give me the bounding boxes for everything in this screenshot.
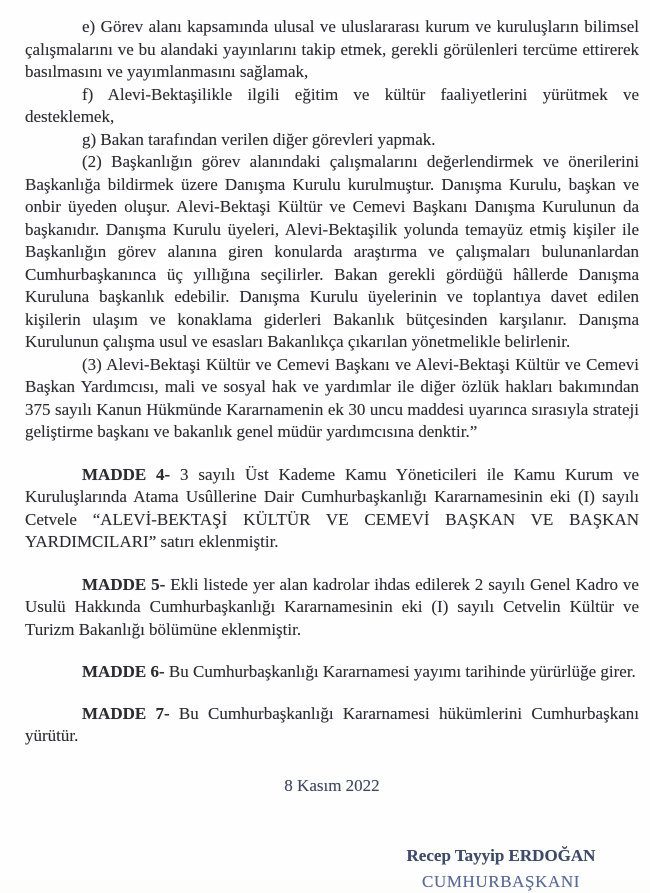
article-madde-4-body: 3 sayılı Üst Kademe Kamu Yöneticileri ile Kamu Kurum ve Kuruluşlarında Atama Usûllerine Dair Cumhurbaşkanlığı Kararnamesinin eki (I) sayılı Cetvele “ALEVİ-BEKTAŞİ KÜLTÜR VE CEMEVİ BAŞKAN VE BAŞKAN YARDIMCILARI” satırı eklenmiştir.: [25, 465, 639, 552]
article-madde-5: [25, 574, 639, 642]
article-madde-6-body: Bu Cumhurbaşkanlığı Kararnamesi yayımı tarihinde yürürlüğe girer.: [165, 662, 636, 681]
paragraph-item-e: e) Görev alanı kapsamında ulusal ve uluslararası kurum ve kuruluşların bilimsel çalışmalarını ve bu alandaki yayınlarını takip etmek, gerekli görülenleri tercüme ettirerek basılmasını ve yayımlanmasını sağlamak,: [25, 16, 639, 84]
signature-title: CUMHURBAŞKANI: [381, 871, 621, 893]
paragraph-item-f: f) Alevi-Bektaşilikle ilgili eğitim ve kültür faaliyetlerini yürütmek ve desteklemek,: [25, 84, 639, 129]
article-madde-5-label: MADDE 5-: [82, 575, 165, 594]
article-madde-7-label: MADDE 7-: [82, 704, 170, 723]
document-body: [25, 16, 639, 893]
article-madde-4: [25, 464, 639, 554]
article-madde-7-body: Bu Cumhurbaşkanlığı Kararnamesi hükümlerini Cumhurbaşkanı yürütür.: [25, 704, 639, 746]
article-madde-5-body: Ekli listede yer alan kadrolar ihdas edilerek 2 sayılı Genel Kadro ve Usulü Hakkında Cumhurbaşkanlığı Kararnamesinin eki (I) sayılı Cetvelin Kültür ve Turizm Bakanlığı bölümüne eklenmiştir.: [25, 575, 639, 639]
article-madde-6-label: MADDE 6-: [82, 662, 165, 681]
article-madde-7: [25, 703, 639, 748]
article-madde-6: [25, 661, 639, 684]
article-madde-4-label: MADDE 4-: [82, 465, 170, 484]
paragraph-clause-3: (3) Alevi-Bektaşi Kültür ve Cemevi Başkanı ve Alevi-Bektaşi Kültür ve Cemevi Başkan Yardımcısı, mali ve sosyal hak ve yardımlar ile diğer özlük hakları bakımından 375 sayılı Kanun Hükmünde Kararnamenin ek 30 uncu maddesi uyarınca sırasıyla strateji geliştirme başkanı ve bakanlık genel müdür yardımcısına denktir.”: [25, 354, 639, 444]
paragraph-clause-2: (2) Başkanlığın görev alanındaki çalışmalarını değerlendirmek ve önerilerini Başkanlığa bildirmek üzere Danışma Kurulu kurulmuştur. Danışma Kurulu, başkan ve onbir üyeden oluşur. Alevi-Bektaşi Kültür ve Cemevi Başkanı Danışma Kurulunun da başkanıdır. Danışma Kurulu üyeleri, Alevi-Bektaşilik yolunda temayüz etmiş kişiler ile Başkanlığın görev alanına giren konularda araştırma ve çalışmaları bulunanlardan Cumhurbaşkanınca üç yıllığına seçilirler. Bakan gerekli gördüğü hâllerde Danışma Kuruluna başkanlık edebilir. Danışma Kurulu üyelerinin ve toplantıya davet edilen kişilerin ulaşım ve konaklama giderleri Bakanlık bütçesinden karşılanır. Danışma Kurulunun çalışma usul ve esasları Bakanlıkça çıkarılan yönetmelikle belirlenir.: [25, 151, 639, 354]
signature-block: [381, 845, 621, 893]
paragraph-item-g: g) Bakan tarafından verilen diğer görevleri yapmak.: [25, 129, 639, 152]
document-date: 8 Kasım 2022: [25, 775, 639, 798]
signature-name: Recep Tayyip ERDOĞAN: [381, 845, 621, 868]
